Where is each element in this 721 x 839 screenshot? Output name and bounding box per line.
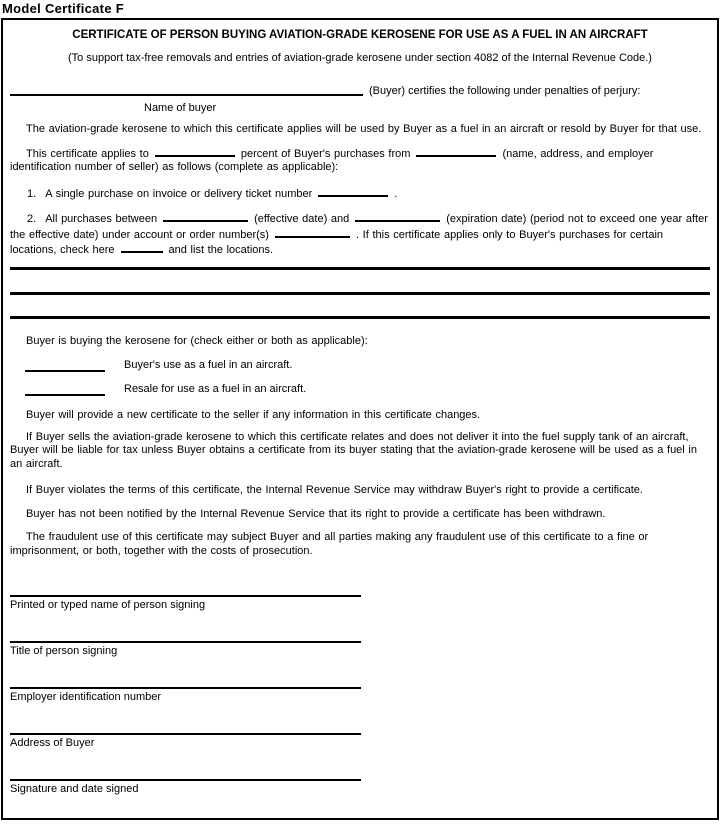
certificate-title: CERTIFICATE OF PERSON BUYING AVIATION-GRADE KEROSENE FOR USE AS A FUEL IN AN AIRCRAFT — [72, 29, 648, 41]
buyers-use-label: Buyer's use as a fuel in an aircraft. — [124, 359, 293, 371]
item2-seg3: (expiration date) (period not to exceed one year after the effective date) under account or order number(s) — [10, 213, 708, 241]
address-label: Address of Buyer — [10, 737, 95, 749]
account-order-number-blank[interactable] — [275, 227, 350, 238]
item2-seg2: (effective date) and — [254, 213, 350, 225]
title-line[interactable] — [10, 641, 361, 643]
signature-field-printed-name — [10, 595, 710, 612]
item1-text: A single purchase on invoice or delivery ticket number — [45, 187, 313, 200]
signature-date-line[interactable] — [10, 779, 361, 781]
ein-line[interactable] — [10, 687, 361, 689]
para-buying-for: Buyer is buying the kerosene for (check either or both as applicable): — [26, 334, 368, 347]
check-option-resale — [10, 380, 710, 396]
title-label: Title of person signing — [10, 645, 118, 657]
name-of-buyer-label: Name of buyer — [144, 102, 217, 114]
item2-seg4: . If this certificate applies only to Buyer's purchases for certain locations, check here — [10, 228, 664, 256]
para-new-certificate: Buyer will provide a new certificate to the seller if any information in this certificate changes. — [26, 409, 481, 421]
printed-name-label: Printed or typed name of person signing — [10, 599, 206, 611]
item2-seg1: All purchases between — [45, 213, 158, 225]
buyers-use-check-blank[interactable] — [25, 359, 105, 372]
invoice-ticket-number-blank[interactable] — [318, 186, 388, 197]
signature-field-title — [10, 641, 710, 658]
para-violation: If Buyer violates the terms of this certificate, the Internal Revenue Service may withdraw Buyer's right to provide a certificate. — [26, 484, 643, 496]
item1-number: 1. — [27, 187, 37, 200]
signature-date-label: Signature and date signed — [10, 783, 139, 795]
percent-blank[interactable] — [155, 146, 235, 157]
printed-name-line[interactable] — [10, 595, 361, 597]
check-here-blank[interactable] — [121, 242, 163, 253]
para-applies-seg1: This certificate applies to — [26, 147, 149, 160]
check-option-buyers-use — [10, 356, 710, 372]
certificate-subtitle: (To support tax-free removals and entries of aviation-grade kerosene under section 4082 of the Internal Revenue Code.) — [68, 52, 652, 64]
buyer-name-row — [10, 80, 710, 114]
name-of-buyer-blank[interactable] — [10, 80, 363, 96]
locations-line-3[interactable] — [10, 316, 710, 319]
address-line[interactable] — [10, 733, 361, 735]
locations-line-2[interactable] — [10, 292, 710, 295]
seller-name-blank[interactable] — [416, 146, 496, 157]
para-applies-seg2: percent of Buyer's purchases from — [240, 147, 411, 160]
item2-seg5: and list the locations. — [168, 244, 274, 256]
buyer-name-field — [10, 80, 363, 114]
locations-line-1[interactable] — [10, 267, 710, 270]
signature-field-address — [10, 733, 710, 750]
item-all-purchases — [10, 211, 710, 258]
resale-label: Resale for use as a fuel in an aircraft. — [124, 383, 307, 395]
ein-label: Employer identification number — [10, 691, 162, 703]
para-applies-seg3: (name, address, and employer identification number of seller) as follows (complete as applicable): — [10, 147, 654, 173]
item-single-purchase — [10, 186, 710, 202]
expiration-date-blank[interactable] — [355, 211, 440, 222]
para-not-notified: Buyer has not been notified by the Internal Revenue Service that its right to provide a certificate has been withdrawn. — [26, 507, 606, 520]
resale-check-blank[interactable] — [25, 383, 105, 396]
para-fraudulent-use: The fraudulent use of this certificate may subject Buyer and all parties making any fraudulent use of this certificate to a fine or imprisonment, or both, together with the costs of prosecution. — [10, 531, 649, 557]
item1-period: . — [394, 187, 398, 200]
signature-field-signature-date — [10, 779, 710, 796]
signature-field-ein — [10, 687, 710, 704]
para-certificate-applies — [10, 146, 710, 175]
certificate-box — [1, 18, 719, 820]
document-title: Model Certificate F — [2, 1, 124, 16]
signature-block — [10, 595, 710, 796]
item2-number: 2. — [27, 213, 37, 225]
effective-date-blank[interactable] — [163, 211, 248, 222]
para-resale-liability: If Buyer sells the aviation-grade kerosene to which this certificate relates and does not deliver it into the fuel supply tank of an aircraft, Buyer will be liable for tax unless Buyer obtains a certificate from its buyer stating that the aviation-grade kerosene will be used as a fuel in an aircraft. — [10, 430, 697, 470]
buyer-certifies-text: (Buyer) certifies the following under penalties of perjury: — [369, 85, 641, 97]
para-kerosene-use: The aviation-grade kerosene to which this certificate applies will be used by Buyer as a fuel in an aircraft or resold by Buyer for that use. — [26, 123, 702, 135]
